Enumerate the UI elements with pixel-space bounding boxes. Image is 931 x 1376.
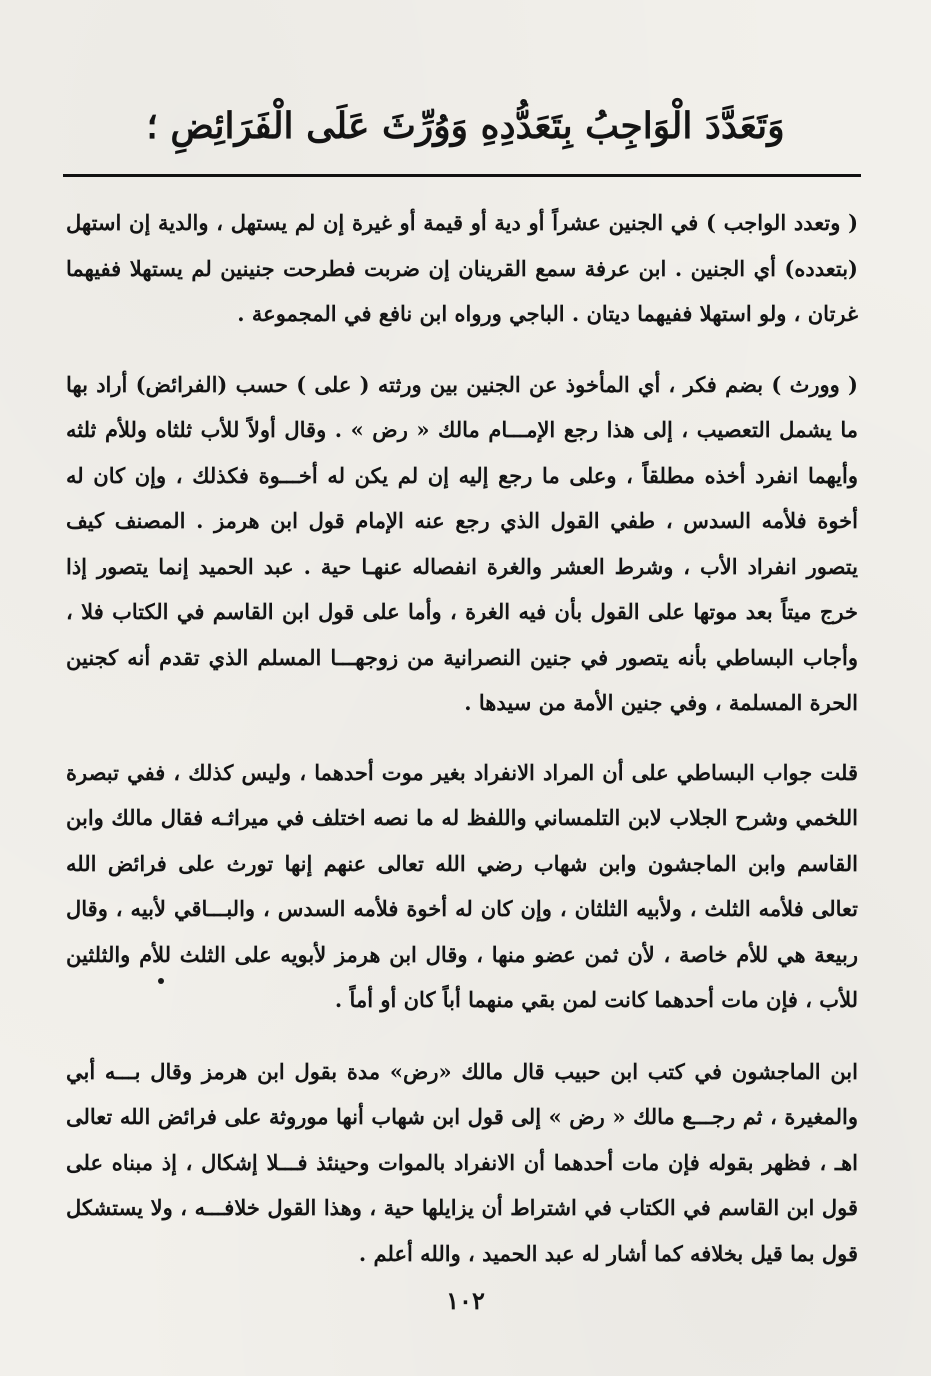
page-number: ١٠٢ [446,1286,485,1315]
page-header-title: وَتَعَدَّدَ الْوَاجِبُ بِتَعَدُّدِهِ وَوُرِّثَ عَلَى الْفَرَائِضِ ؛ [146,105,785,147]
header-divider [63,174,861,177]
ink-speck [158,978,164,984]
paragraph-1: ( وتعدد الواجب ) في الجنين عشراً أو دية أو قيمة أو غيرة إن لم يستهل ، والدية إن استهل (بتعدده) أي الجنين . ابن عرفة سمع القرينان إن ضربت فطرحت جنينين لم يستهلا ففيهما غرتان ، ولو استهلا ففيهما ديتان . الباجي ورواه ابن نافع في المجموعة . [66,210,859,326]
paragraph-2: ( وورث ) بضم فكر ، أي المأخوذ عن الجنين بين ورثته ( على ) حسب (الفرائض) أراد بها ما يشمل التعصيب ، إلى هذا رجع الإمـــام مالك « رض » . وقال أولاً للأب ثلثاه وللأم ثلثه وأيهما انفرد أخذه مطلقاً ، وعلى ما رجع إليه إن لم يكن له أخـــوة فكذلك ، وإن كان له أخوة فلأمه السدس ، طفي القول الذي رجع عنه الإمام قول ابن هرمز . المصنف كيف يتصور انفراد الأب ، وشرط العشر والغرة انفصاله عنهـا حية . عبد الحميد إنما يتصور إذا خرج ميتاً بعد موتها على القول بأن فيه الغرة ، وأما على قول ابن القاسم في الكتاب فلا ، وأجاب البساطي بأنه يتصور في جنين النصرانية من زوجهـــا المسلم الذي تقدم أنه كجنين الحرة المسلمة ، وفي جنين الأمة من سيدها . [66,371,858,715]
paragraph-4: ابن الماجشون في كتب ابن حبيب قال مالك «رض» مدة بقول ابن هرمز وقال بـــه أبي والمغيرة ، ثم رجـــع مالك « رض » إلى قول ابن شهاب أنها موروثة على فرائض الله تعالى اهـ ، فظهر بقوله فإن مات أحدهما أن الانفراد بالموات وحينئذ فـــلا إشكال ، إذ مبناه على قول ابن القاسم في الكتاب في اشتراط أن يزايلها حية ، وهذا القول خلافـــه ، ولا يستشكل قول بما قيل بخلافه كما أشار له عبد الحميد ، والله أعلم . [66,1058,858,1266]
paragraph-3: قلت جواب البساطي على أن المراد الانفراد بغير موت أحدهما ، وليس كذلك ، ففي تبصرة اللخمي وشرح الجلاب لابن التلمساني واللفظ له ما نصه اختلف في ميراثـه فقال مالك وابن القاسم وابن الماجشون وابن شهاب رضي الله تعالى عنهم إنها تورث على فرائض الله تعالى فلأمه الثلث ، ولأبيه الثلثان ، وإن كان له أخوة فلأمه السدس ، والبـــاقي لأبيه ، وقال ربيعة هي للأم خاصة ، لأن ثمن عضو منها ، وقال ابن هرمز لأبويه على الثلث للأم والثلثين للأب ، فإن مات أحدهما كانت لمن بقي منهما أباً كان أو أماً . [66,759,858,1012]
commentary-body [66,200,858,1300]
